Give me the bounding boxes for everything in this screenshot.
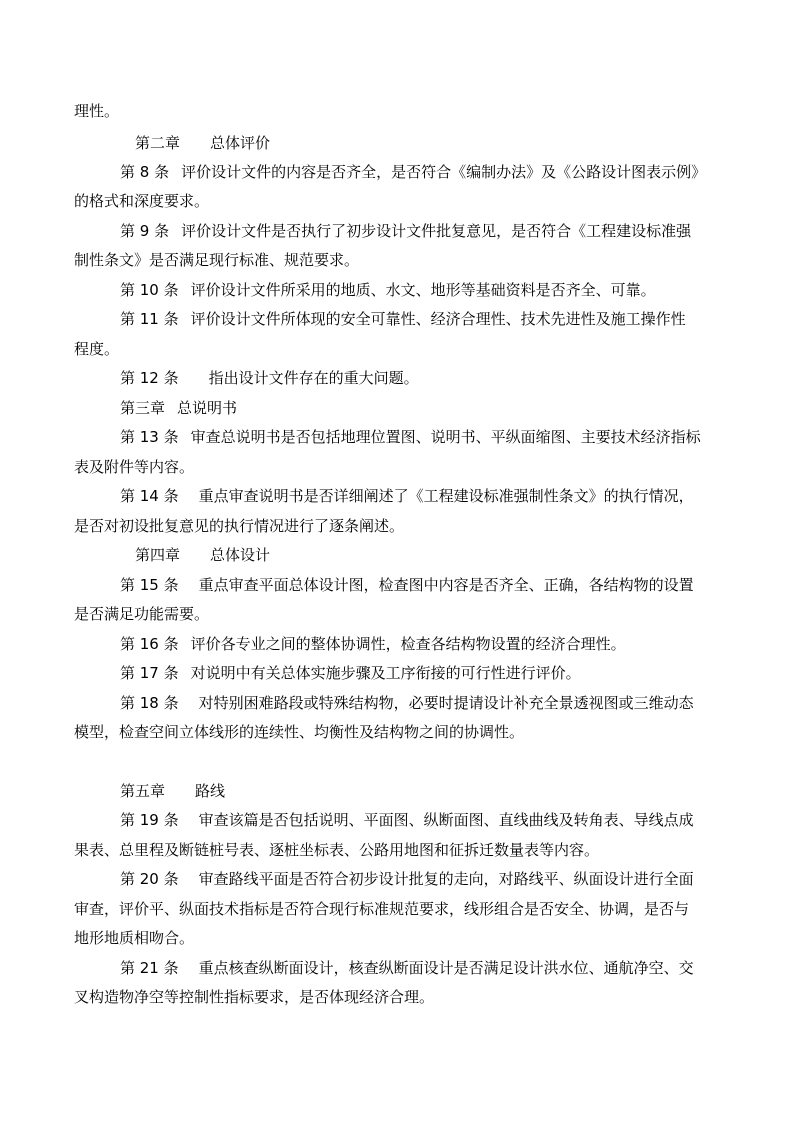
text-line: 制性条文》是否满足现行标准、规范要求。 xyxy=(74,251,360,269)
text-line: 叉构造物净空等控制性指标要求，是否体现经济合理。 xyxy=(74,988,435,1006)
text-line: 理性。 xyxy=(74,102,120,120)
article-line: 第 9 条 评价设计文件是否执行了初步设计文件批复意见，是否符合《工程建设标准强 xyxy=(120,222,692,240)
text-line: 地形地质相吻合。 xyxy=(74,929,195,947)
text-line: 审查，评价平、纵面技术指标是否符合现行标准规范要求，线形组合是否安全、协调，是否与 xyxy=(74,900,690,918)
chapter-heading: 第四章 总体设计 xyxy=(135,546,271,564)
article-line: 第 11 条 评价设计文件所体现的安全可靠性、经济合理性、技术先进性及施工操作性 xyxy=(120,310,686,328)
article-line: 第 18 条 对特别困难路段或特殊结构物，必要时提请设计补充全景透视图或三维动态 xyxy=(120,694,694,712)
article-line: 第 13 条 审查总说明书是否包括地理位置图、说明书、平纵面缩图、主要技术经济指标 xyxy=(120,428,701,446)
article-line: 第 14 条 重点审查说明书是否详细阐述了《工程建设标准强制性条文》的执行情况， xyxy=(120,487,694,505)
article-line: 第 15 条 重点审查平面总体设计图，检查图中内容是否齐全、正确，各结构物的设置 xyxy=(120,576,694,594)
text-line: 是否对初设批复意见的执行情况进行了逐条阐述。 xyxy=(74,517,405,535)
text-line: 的格式和深度要求。 xyxy=(74,192,210,210)
text-line: 模型，检查空间立体线形的连续性、均衡性及结构物之间的协调性。 xyxy=(74,723,525,741)
article-line: 第 20 条 审查路线平面是否符合初步设计批复的走向，对路线平、纵面设计进行全面 xyxy=(120,870,694,888)
text-line: 程度。 xyxy=(74,340,120,358)
chapter-heading: 第五章 路线 xyxy=(120,782,226,800)
chapter-heading: 第二章 总体评价 xyxy=(135,134,271,152)
article-line: 第 16 条 评价各专业之间的整体协调性，检查各结构物设置的经济合理性。 xyxy=(120,635,626,653)
text-line: 表及附件等内容。 xyxy=(74,458,195,476)
article-line: 第 10 条 评价设计文件所采用的地质、水文、地形等基础资料是否齐全、可靠。 xyxy=(120,281,656,299)
chapter-heading: 第三章 总说明书 xyxy=(120,399,238,417)
article-line: 第 12 条 指出设计文件存在的重大问题。 xyxy=(120,369,419,387)
article-line: 第 21 条 重点核查纵断面设计，核查纵断面设计是否满足设计洪水位、通航净空、交 xyxy=(120,959,694,977)
article-line: 第 8 条 评价设计文件的内容是否齐全，是否符合《编制办法》及《公路设计图表示例》 xyxy=(120,163,707,181)
text-line: 果表、总里程及断链桩号表、逐桩坐标表、公路用地图和征拆迁数量表等内容。 xyxy=(74,841,600,859)
text-line: 是否满足功能需要。 xyxy=(74,605,210,623)
article-line: 第 19 条 审查该篇是否包括说明、平面图、纵断面图、直线曲线及转角表、导线点成 xyxy=(120,811,694,829)
article-line: 第 17 条 对说明中有关总体实施步骤及工序衔接的可行性进行评价。 xyxy=(120,664,581,682)
